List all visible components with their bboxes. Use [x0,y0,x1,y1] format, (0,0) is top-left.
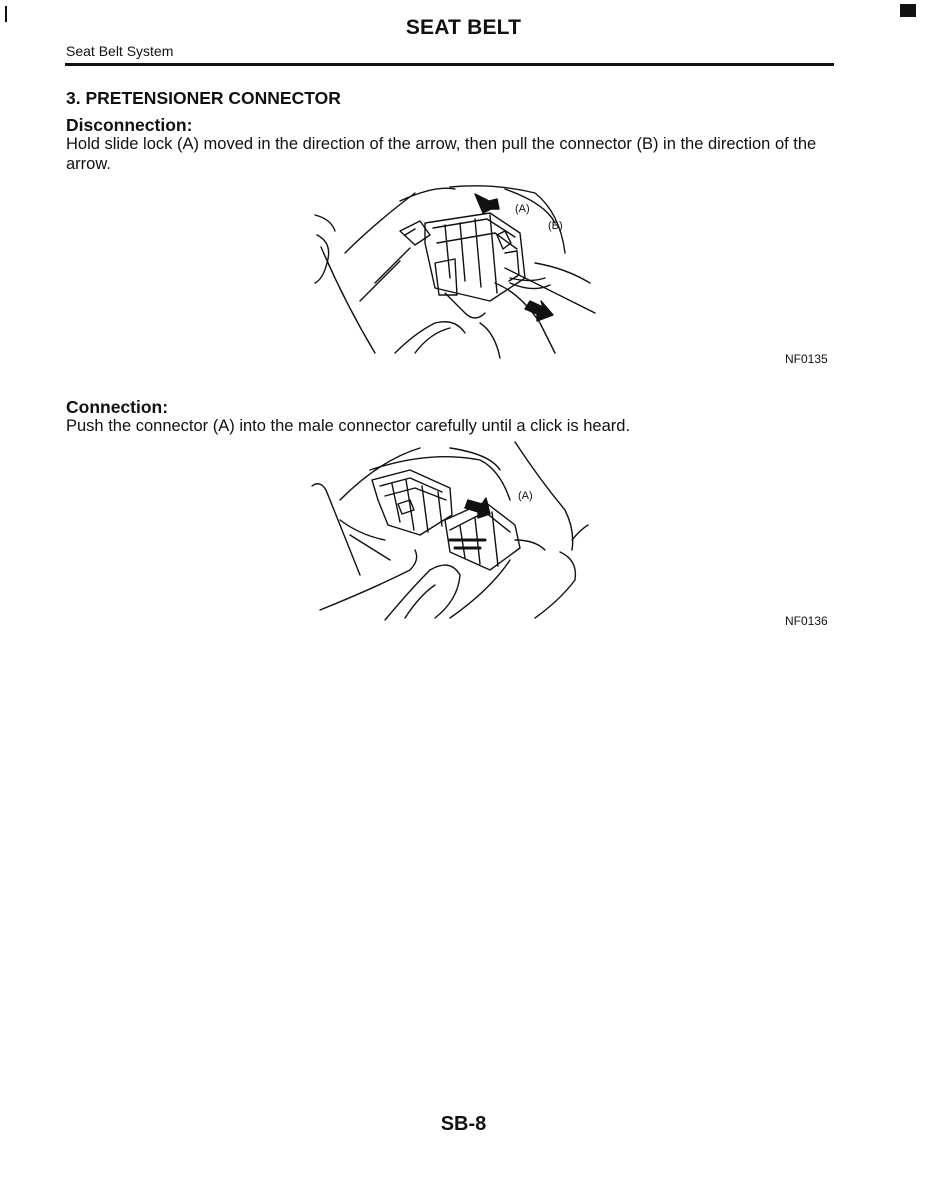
disconnection-heading: Disconnection: [66,115,193,135]
figure-code: NF0136 [785,614,828,628]
label-a: (A) [518,490,533,502]
label-b: (B) [548,220,563,232]
disconnection-figure [305,183,605,363]
page-number: SB-8 [440,1113,487,1135]
connection-text: Push the connector (A) into the male connector carefully until a click is heard. [66,417,631,435]
connection-figure [310,440,600,625]
connection-heading: Connection: [66,397,169,417]
label-a: (A) [515,203,530,215]
section-heading: 3. PRETENSIONER CONNECTOR [66,88,341,108]
header-rule [65,63,834,66]
running-head: Seat Belt System [66,43,174,59]
page-title: SEAT BELT [405,16,522,39]
figure-code: NF0135 [785,352,828,366]
disconnection-text: Hold slide lock (A) moved in the direction of the arrow, then pull the connector (B) in the direction of the arrow. [66,135,817,173]
